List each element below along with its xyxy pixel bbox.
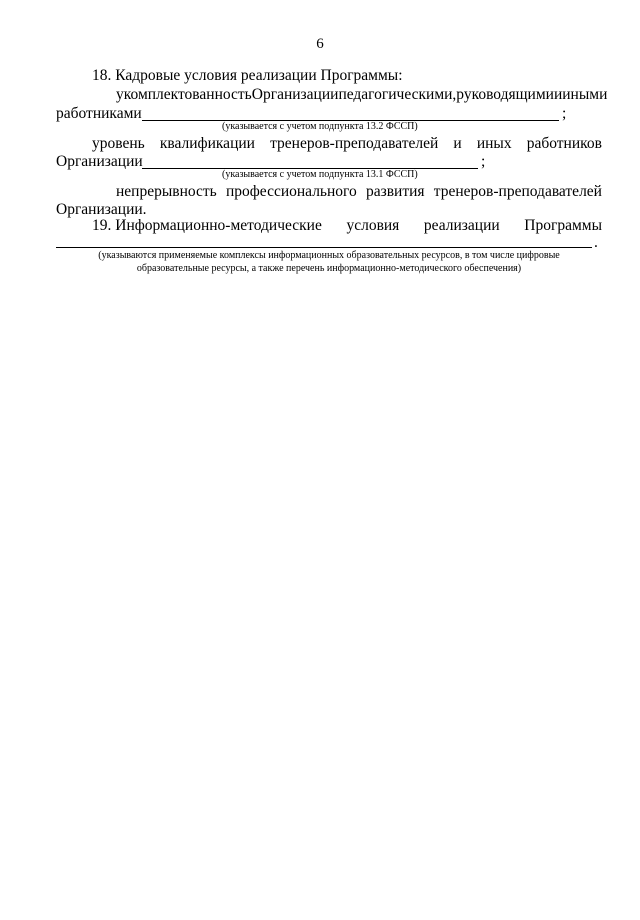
item2-word: работников [526,135,602,152]
item1-word: и [553,86,563,103]
item2-word: квалификации [159,135,255,152]
item1-word: Организации [251,86,339,103]
item2-caption: (указывается с учетом подпункта 13.1 ФССП) [222,169,418,180]
section-19-heading [92,216,602,235]
item1-line2-label: работниками [56,105,142,122]
item3-line1 [116,182,602,201]
item2-word: уровень [92,135,145,152]
page-number: 6 [316,36,324,52]
section19-word: условия [346,217,400,234]
item2-line1 [92,134,602,153]
item2-word: и [453,135,462,152]
item3-line2: Организации. [56,201,147,218]
section19-fill-line [56,247,592,248]
section19-caption-line1: (указываются применяемые комплексы информационных образовательных ресурсов, в том числе цифровые [98,250,560,261]
section19-word: Программы [524,217,602,234]
item2-word: иных [476,135,512,152]
section19-word: реализации [423,217,500,234]
item3-word: профессионального [225,183,357,200]
section-18-heading: 18. Кадровые условия реализации Программы: [92,67,403,84]
item2-word: тренеров-преподавателей [270,135,439,152]
section19-caption-line2: образовательные ресурсы, а также перечень информационно-методического обеспечения) [136,263,522,274]
item1-caption: (указывается с учетом подпункта 13.2 ФССП) [222,121,418,132]
section19-word: 19. Информационно-методические [92,217,322,234]
item3-word: развития [365,183,425,200]
item1-word: укомплектованность [116,86,252,103]
item2-line2-end: ; [481,153,486,170]
section19-line-end: . [594,234,598,251]
section19-caption [56,249,602,275]
item3-word: тренеров-преподавателей [433,183,602,200]
item3-word: непрерывность [116,183,217,200]
item1-word: иными [562,86,608,103]
item1-line1 [116,85,608,104]
item1-word: педагогическими, [338,86,457,103]
item2-line2-label: Организации [56,153,143,170]
item1-word: руководящими [456,86,554,103]
item1-line2-end: ; [562,105,567,122]
